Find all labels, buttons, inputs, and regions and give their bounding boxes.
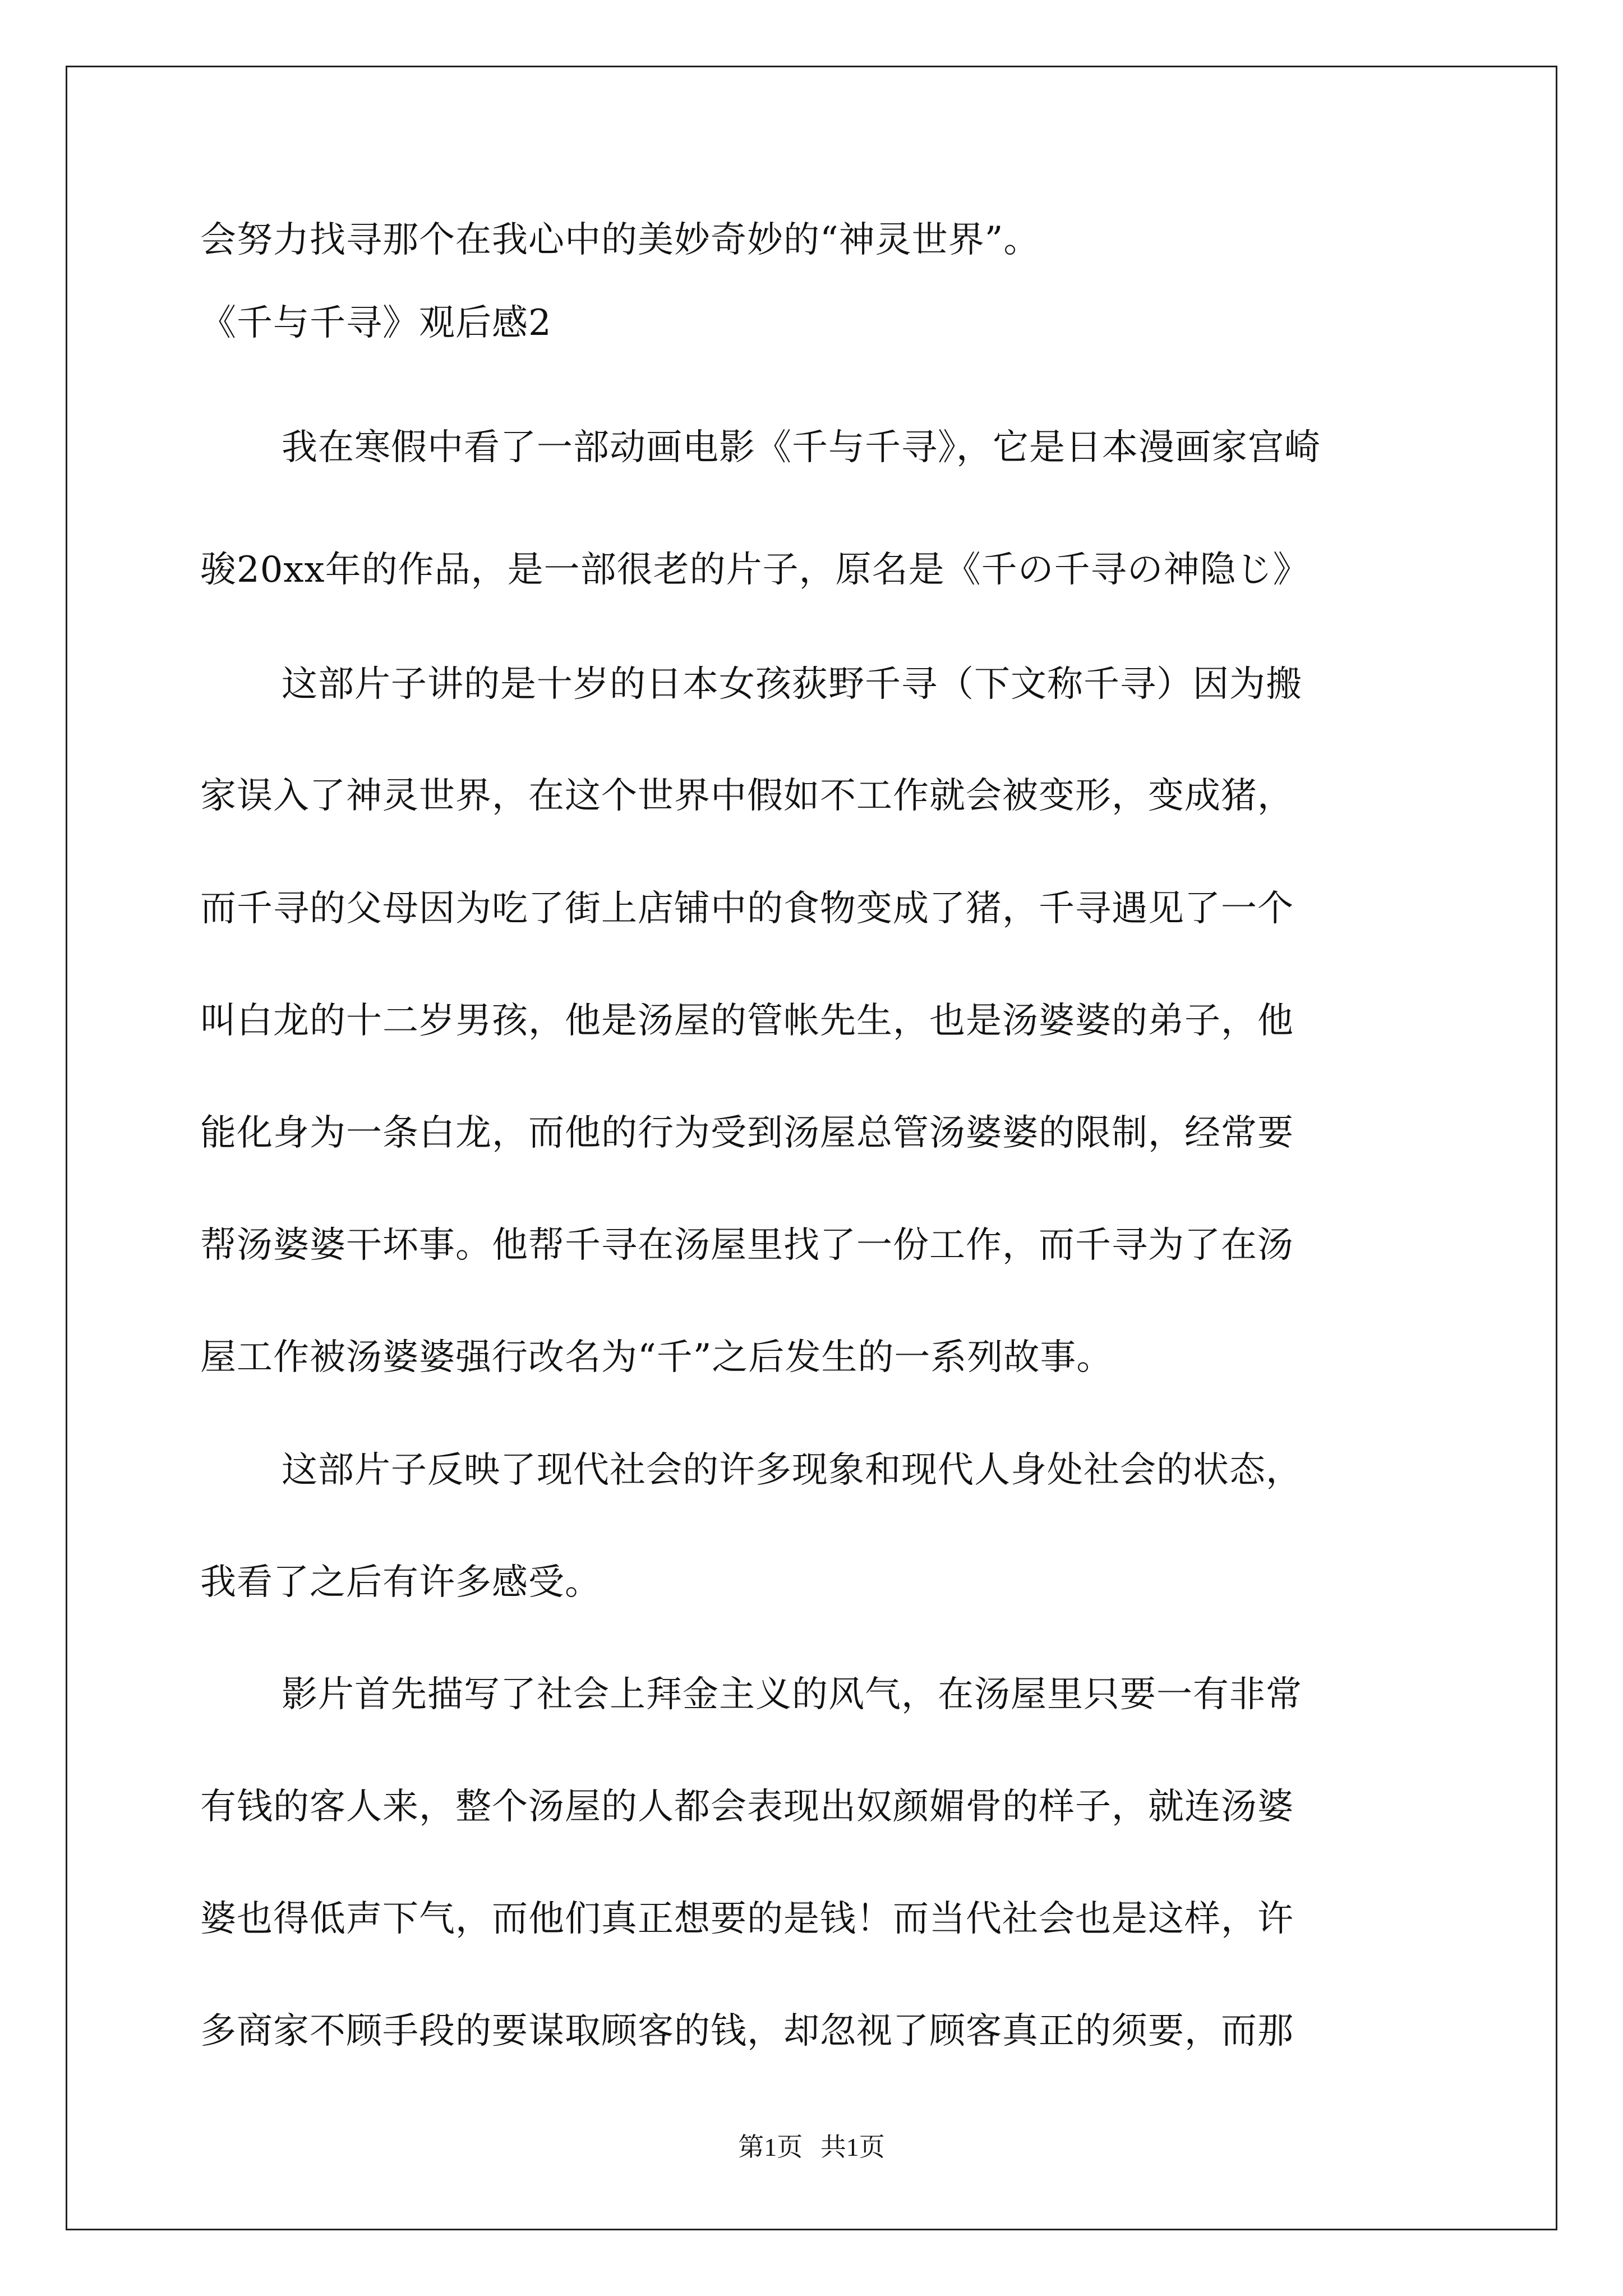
paragraph-line: 屋工作被汤婆婆强行改名为“千”之后发生的一系列故事。 <box>200 1337 1113 1378</box>
paragraph-line: 能化身为一条白龙，而他的行为受到汤屋总管汤婆婆的限制，经常要 <box>200 1112 1294 1154</box>
page-total: 共1页 <box>820 2133 885 2161</box>
page-number: 第1页 <box>738 2133 803 2161</box>
paragraph-line: 会努力找寻那个在我心中的美妙奇妙的“神灵世界”。 <box>200 219 1040 261</box>
paragraph-line: 多商家不顾手段的要谋取顾客的钱，却忽视了顾客真正的须要，而那 <box>200 2010 1294 2052</box>
paragraph-line: 有钱的客人来，整个汤屋的人都会表现出奴颜媚骨的样子，就连汤婆 <box>200 1786 1294 1828</box>
paragraph-line: 我在寒假中看了一部动画电影《千与千寻》，它是日本漫画家宫崎 <box>282 427 1321 468</box>
paragraph-line: 影片首先描写了社会上拜金主义的风气，在汤屋里只要一有非常 <box>282 1674 1302 1715</box>
paragraph-line: 骏20xx年的作品，是一部很老的片子，原名是《千の千寻の神隐じ》 <box>200 549 1310 591</box>
paragraph-line: 叫白龙的十二岁男孩，他是汤屋的管帐先生，也是汤婆婆的弟子，他 <box>200 1000 1294 1042</box>
paragraph-line: 我看了之后有许多感受。 <box>200 1562 601 1603</box>
paragraph-line: 家误入了神灵世界，在这个世界中假如不工作就会被变形，变成猪， <box>200 775 1294 817</box>
section-heading: 《千与千寻》观后感2 <box>200 302 552 344</box>
paragraph-line: 帮汤婆婆干坏事。他帮千寻在汤屋里找了一份工作，而千寻为了在汤 <box>200 1225 1294 1266</box>
paragraph-line: 这部片子反映了现代社会的许多现象和现代人身处社会的状态， <box>282 1450 1302 1491</box>
paragraph-line: 这部片子讲的是十岁的日本女孩荻野千寻（下文称千寻）因为搬 <box>282 664 1302 705</box>
page-footer <box>0 2127 1623 2164</box>
paragraph-line: 而千寻的父母因为吃了街上店铺中的食物变成了猪，千寻遇见了一个 <box>200 888 1294 930</box>
paragraph-line: 婆也得低声下气，而他们真正想要的是钱！而当代社会也是这样，许 <box>200 1898 1294 1940</box>
